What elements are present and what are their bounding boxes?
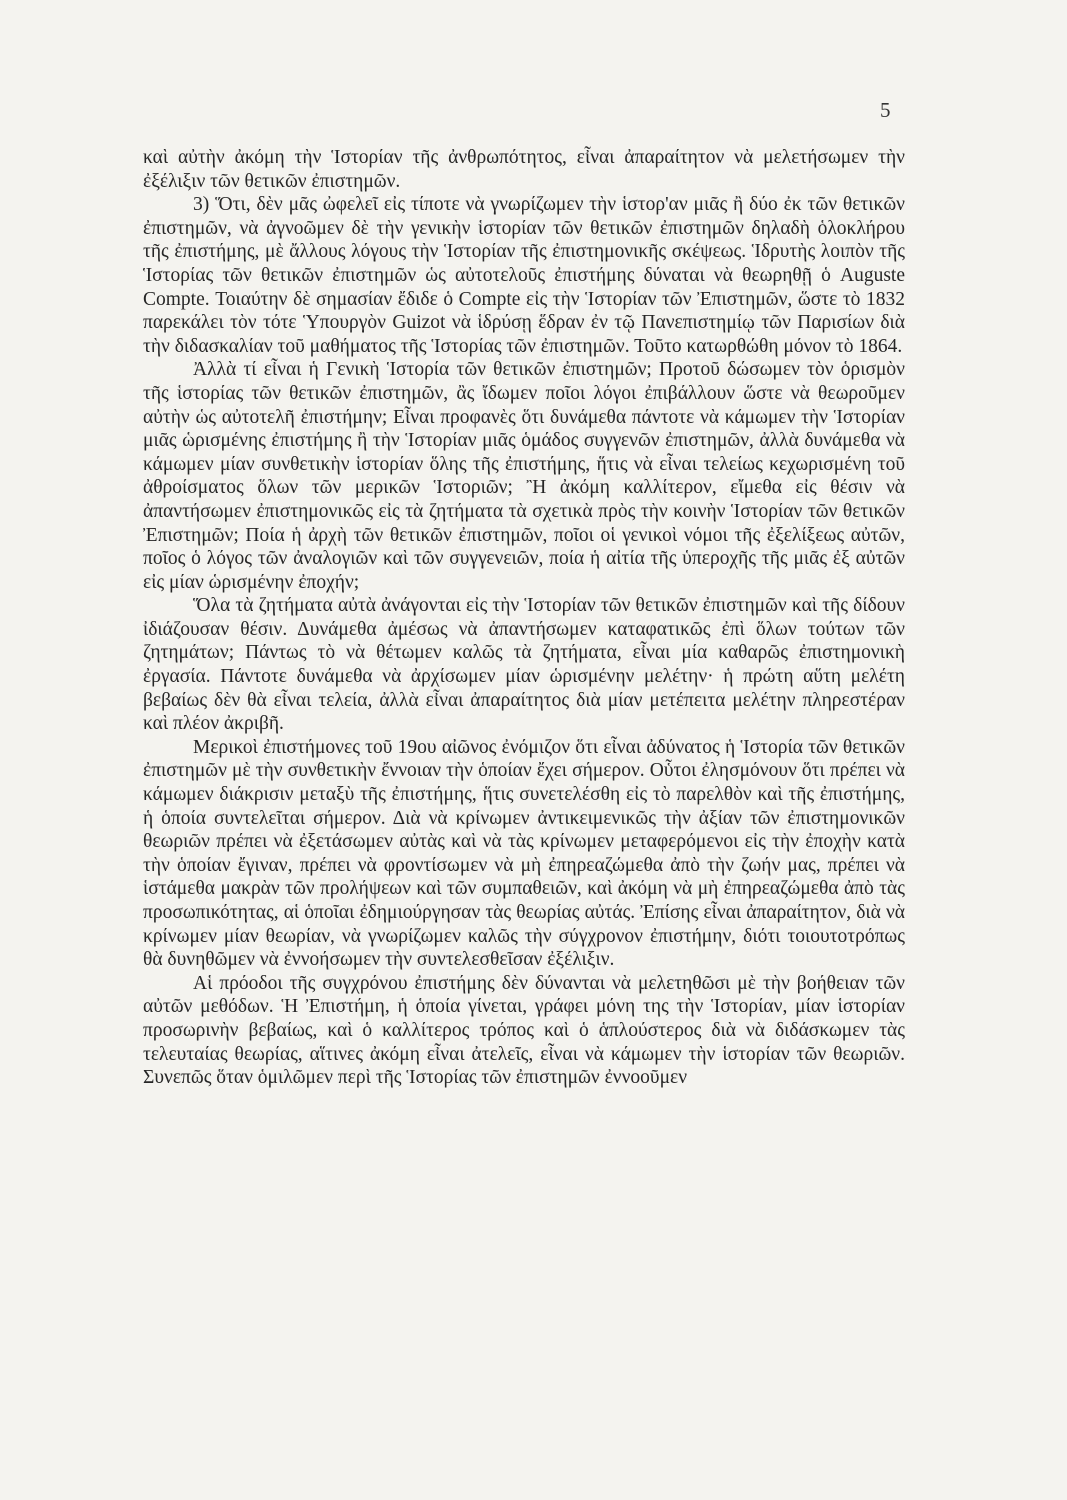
page-number: 5: [880, 98, 891, 122]
body-text: [143, 146, 905, 1090]
paragraph-1: καὶ αὐτὴν ἀκόμη τὴν Ἱστορίαν τῆς ἀνθρωπότητος, εἶναι ἀπαραίτητον νὰ μελετήσωμεν τὴν ἐξέλιξιν τῶν θετικῶν ἐπιστημῶν.: [143, 147, 905, 192]
paragraph-6: Αἱ πρόοδοι τῆς συγχρόνου ἐπιστήμης δὲν δύνανται νὰ μελετηθῶσι μὲ τὴν βοήθειαν τῶν αὐτῶν μεθόδων. Ἡ Ἐπιστήμη, ἡ ὁποία γίνεται, γράφει μόνη της τὴν Ἱστορίαν, μίαν ἱστορίαν προσωρινὴν βεβαίως, καὶ ὁ καλλίτερος τρόπος καὶ ὁ ἁπλούστερος διὰ νὰ διδάσκωμεν τὰς τελευταίας θεωρίας, αἵτινες ἀκόμη εἶναι ἀτελεῖς, εἶναι νὰ κάμωμεν τὴν ἱστορίαν τῶν θεωριῶν. Συνεπῶς ὅταν ὁμιλῶμεν περὶ τῆς Ἱστορίας τῶν ἐπιστημῶν ἐννοοῦμεν: [143, 972, 905, 1089]
paragraph-5: Μερικοὶ ἐπιστήμονες τοῦ 19ου αἰῶνος ἐνόμιζον ὅτι εἶναι ἀδύνατος ἡ Ἱστορία τῶν θετικῶν ἐπιστημῶν μὲ τὴν συνθετικὴν ἔννοιαν τὴν ὁποίαν ἔχει σήμερον. Οὗτοι ἐλησμόνουν ὅτι πρέπει νὰ κάμωμεν διάκρισιν μεταξὺ τῆς ἐπιστήμης, ἥτις συνετελέσθη εἰς τὸ παρελθὸν καὶ τῆς ἐπιστήμης, ἡ ὁποία συντελεῖται σήμερον. Διὰ νὰ κρίνωμεν ἀντικειμενικῶς τὴν ἀξίαν τῶν ἐπιστημονικῶν θεωριῶν πρέπει νὰ ἐξετάσωμεν αὐτὰς καὶ νὰ τὰς κρίνωμεν μεταφερόμενοι εἰς τὴν ἐποχὴν κατὰ τὴν ὁποίαν ἔγιναν, πρέπει νὰ φροντίσωμεν νὰ μὴ ἐπηρεαζώμεθα ἀπὸ τὴν ζωήν μας, πρέπει νὰ ἱστάμεθα μακρὰν τῶν προλήψεων καὶ τῶν συμπαθειῶν, καὶ ἀκόμη νὰ μὴ ἐπηρεαζώμεθα ἀπὸ τὰς προσωπικότητας, αἱ ὁποῖαι ἐδημιούργησαν τὰς θεωρίας αὐτάς. Ἐπίσης εἶναι ἀπαραίτητον, διὰ νὰ κρίνωμεν μίαν θεωρίαν, νὰ γνωρίζωμεν καλῶς τὴν σύγχρονον ἐπιστήμην, διότι τοιουτοτρόπως θὰ δυνηθῶμεν νὰ ἐννοήσωμεν τὴν συντελεσθεῖσαν ἐξέλιξιν.: [143, 736, 905, 971]
paragraph-3: Ἀλλὰ τί εἶναι ἡ Γενικὴ Ἱστορία τῶν θετικῶν ἐπιστημῶν; Προτοῦ δώσωμεν τὸν ὁρισμὸν τῆς ἱστορίας τῶν θετικῶν ἐπιστημῶν, ἂς ἴδωμεν ποῖοι λόγοι ἐπιβάλλουν ὥστε νὰ θεωροῦμεν αὐτὴν ὡς αὐτοτελῆ ἐπιστήμην; Εἶναι προφανὲς ὅτι δυνάμεθα πάντοτε νὰ κάμωμεν τὴν Ἱστορίαν μιᾶς ὡρισμένης ἐπιστήμης ἢ τὴν Ἱστορίαν μιᾶς ὁμάδος συγγενῶν ἐπιστημῶν, ἀλλὰ δυνάμεθα νὰ κάμωμεν μίαν συνθετικὴν ἱστορίαν ὅλης τῆς ἐπιστήμης, ἥτις νὰ εἶναι τελείως κεχωρισμένη τοῦ ἀθροίσματος ὅλων τῶν μερικῶν Ἱστοριῶν; Ἢ ἀκόμη καλλίτερον, εἴμεθα εἰς θέσιν νὰ ἀπαντήσωμεν ἐπιστημονικῶς εἰς τὰ ζητήματα τὰ σχετικὰ πρὸς τὴν κοινὴν Ἱστορίαν τῶν θετικῶν Ἐπιστημῶν; Ποία ἡ ἀρχὴ τῶν θετικῶν ἐπιστημῶν, ποῖοι οἱ γενικοὶ νόμοι τῆς ἐξελίξεως αὐτῶν, ποῖος ὁ λόγος τῶν ἀναλογιῶν καὶ τῶν συγγενειῶν, ποία ἡ αἰτία τῆς ὑπεροχῆς τῆς μιᾶς ἐξ αὐτῶν εἰς μίαν ὡρισμένην ἐποχήν;: [143, 359, 905, 593]
paragraph-4: Ὅλα τὰ ζητήματα αὐτὰ ἀνάγονται εἰς τὴν Ἱστορίαν τῶν θετικῶν ἐπιστημῶν καὶ τῆς δίδουν ἰδιάζουσαν θέσιν. Δυνάμεθα ἀμέσως νὰ ἀπαντήσωμεν καταφατικῶς ἐπὶ ὅλων τούτων τῶν ζητημάτων; Πάντως τὸ νὰ θέτωμεν καλῶς τὰ ζητήματα, εἶναι μία καθαρῶς ἐπιστημονικὴ ἐργασία. Πάντοτε δυνάμεθα νὰ ἀρχίσωμεν μίαν ὡρισμένην μελέτην· ἡ πρώτη αὕτη μελέτη βεβαίως δὲν θὰ εἶναι τελεία, ἀλλὰ εἶναι ἀπαραίτητος διὰ μίαν μετέπειτα μελέτην πληρεστέραν καὶ πλέον ἀκριβῆ.: [143, 595, 905, 735]
paragraph-2: 3) Ὅτι, δὲν μᾶς ὠφελεῖ εἰς τίποτε νὰ γνωρίζωμεν τὴν ἱστορ'αν μιᾶς ἢ δύο ἐκ τῶν θετικῶν ἐπιστημῶν, νὰ ἀγνοῶμεν δὲ τὴν γενικὴν ἱστορίαν τῶν θετικῶν ἐπιστημῶν δηλαδὴ ὁλοκλήρου τῆς ἐπιστήμης, μὲ ἄλλους λόγους τὴν Ἱστορίαν τῆς ἐπιστημονικῆς σκέψεως. Ἱδρυτὴς λοιπὸν τῆς Ἱστορίας τῶν θετικῶν ἐπιστημῶν ὡς αὐτοτελοῦς ἐπιστήμης δύναται νὰ θεωρηθῇ ὁ Auguste Compte. Τοιαύτην δὲ σημασίαν ἔδιδε ὁ Compte εἰς τὴν Ἱστορίαν τῶν Ἐπιστημῶν, ὥστε τὸ 1832 παρεκάλει τὸν τότε Ὑπουργὸν Guizot νὰ ἱδρύσῃ ἕδραν ἐν τῷ Πανεπιστημίῳ τῶν Παρισίων διὰ τὴν διδασκαλίαν τοῦ μαθήματος τῆς Ἱστορίας τῶν ἐπιστημῶν. Τοῦτο κατωρθώθη μόνον τὸ 1864.: [143, 194, 905, 357]
